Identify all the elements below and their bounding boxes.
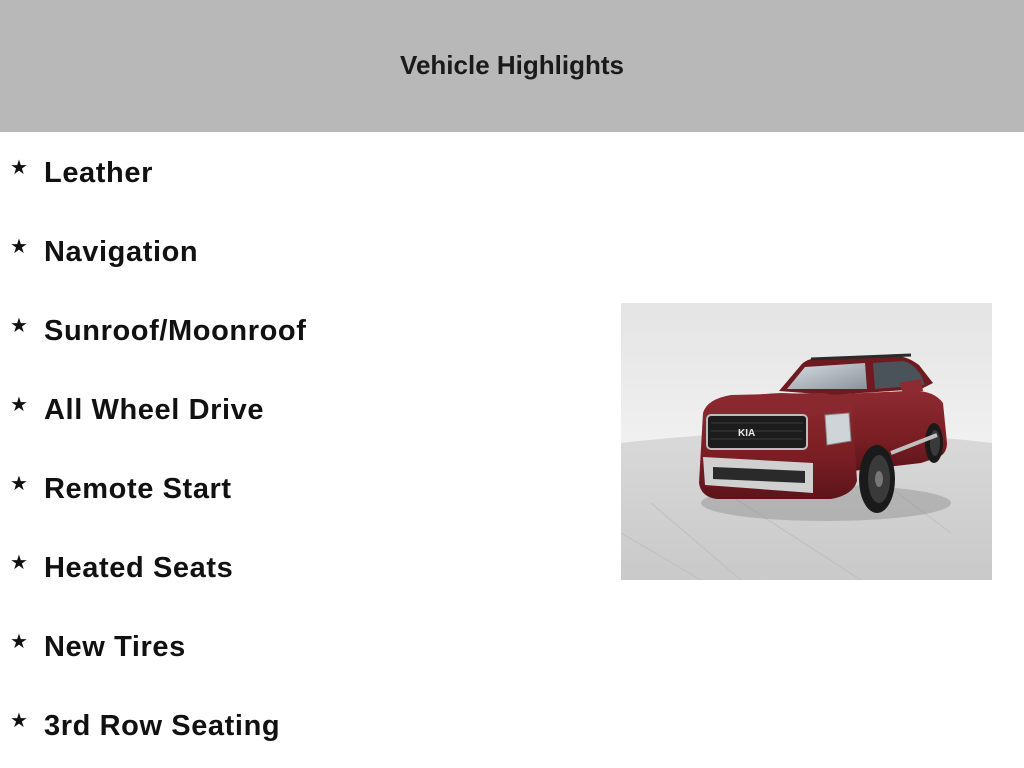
highlight-label: Navigation: [44, 235, 199, 268]
vehicle-photo: [621, 303, 992, 580]
star-icon: ★: [10, 550, 28, 574]
highlight-item-third-row: [10, 706, 280, 746]
highlight-item-sunroof: [10, 311, 306, 351]
page-header: [0, 0, 1024, 132]
car-grille: [707, 415, 807, 449]
star-icon: ★: [10, 471, 28, 495]
star-icon: ★: [10, 708, 28, 732]
star-icon: ★: [10, 313, 28, 337]
highlight-item-new-tires: [10, 627, 186, 667]
highlight-label: 3rd Row Seating: [44, 709, 281, 742]
highlight-label: New Tires: [44, 630, 186, 663]
headlight: [825, 413, 851, 445]
highlight-label: Remote Start: [44, 472, 232, 505]
highlight-label: All Wheel Drive: [44, 393, 265, 426]
highlight-label: Leather: [44, 156, 153, 189]
highlight-item-remote-start: [10, 469, 232, 509]
star-icon: ★: [10, 392, 28, 416]
front-wheel: [859, 445, 895, 513]
star-icon: ★: [10, 234, 28, 258]
rear-wheel: [925, 423, 943, 463]
star-icon: ★: [10, 629, 28, 653]
page-title: Vehicle Highlights: [400, 49, 624, 80]
highlight-item-leather: [10, 153, 153, 193]
star-icon: ★: [10, 155, 28, 179]
highlight-item-awd: [10, 390, 264, 430]
highlight-label: Sunroof/Moonroof: [44, 314, 307, 347]
highlight-item-navigation: [10, 232, 198, 272]
kia-logo-icon: KIA: [738, 428, 756, 439]
vehicle-illustration: [621, 303, 992, 580]
highlight-label: Heated Seats: [44, 551, 234, 584]
highlight-item-heated-seats: [10, 548, 233, 588]
